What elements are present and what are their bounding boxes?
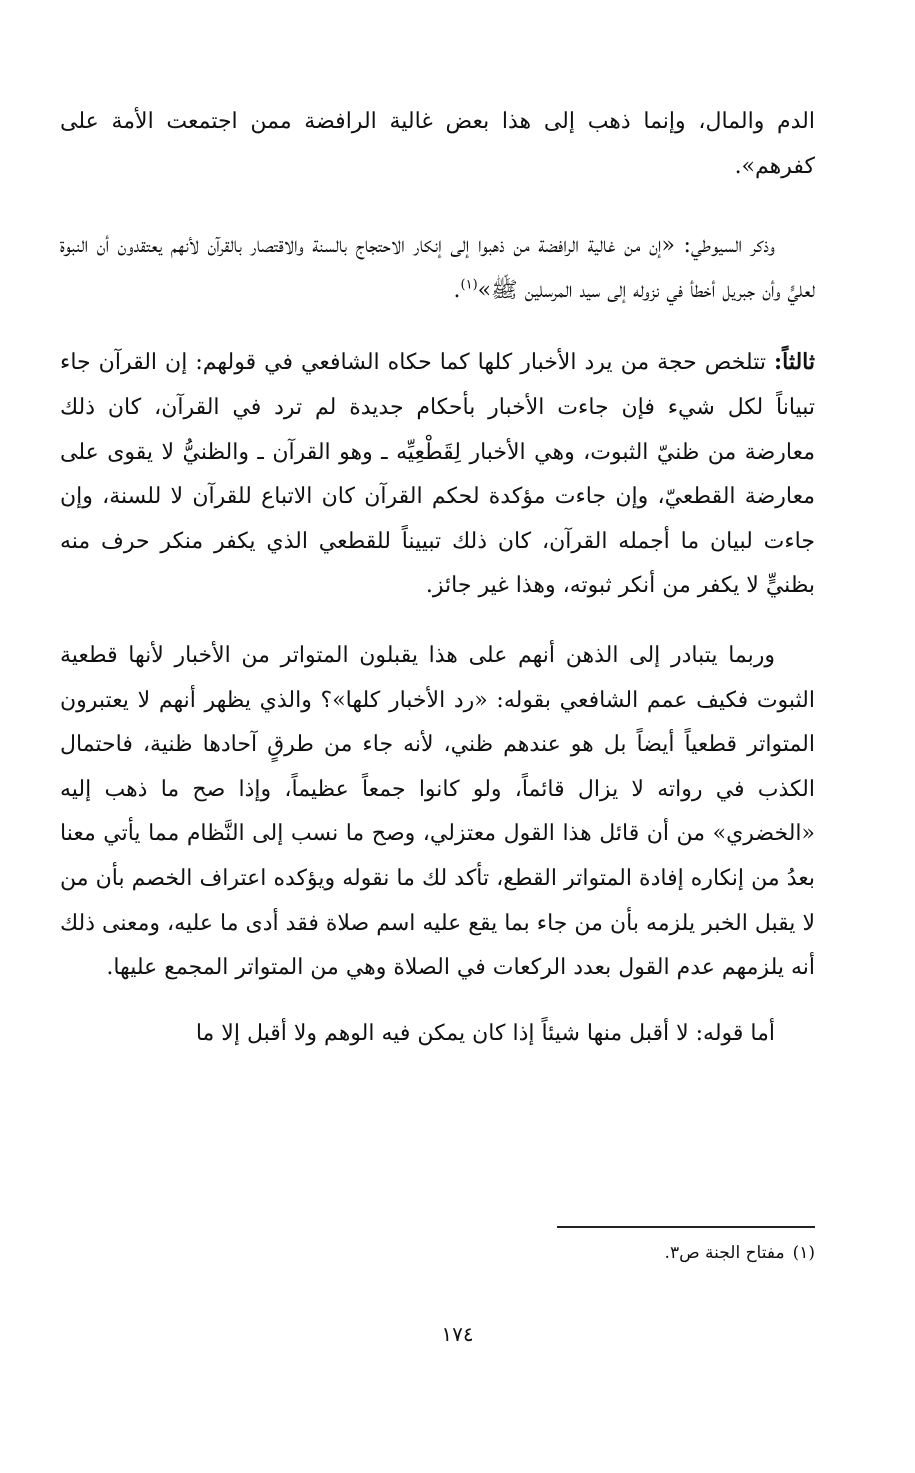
page-body	[60, 100, 815, 1056]
paragraph-final	[60, 1012, 815, 1057]
paragraph-suyuti-quote	[60, 224, 815, 313]
paragraph-text: الدم والمال، وإنما ذهب إلى هذا بعض غالية الرافضة ممن اجتمعت الأمة على كفرهم».	[60, 109, 815, 179]
paragraph-mutawatir	[60, 634, 815, 991]
paragraph-continuation	[60, 100, 815, 189]
paragraph-tail: .	[453, 277, 461, 303]
footnote-number: (١)	[792, 1243, 815, 1263]
footnote-reference[interactable]: (١)	[460, 277, 478, 293]
footnote-divider	[557, 1226, 815, 1228]
paragraph-text: وربما يتبادر إلى الذهن أنهم على هذا يقبلون المتواتر من الأخبار لأنها قطعية الثبوت فكيف عمم الشافعي بقوله: «رد الأخبار كلها»؟ والذي يظهر أنهم لا يعتبرون المتواتر قطعياً أيضاً بل هو عندهم ظني، لأنه جاء من طرقٍ آحادها ظنية، فاحتمال الكذب في رواته لا يزال قائماً، ولو كانوا جمعاً عظيماً، وإذا صح ما ذهب إليه «الخضري» من أن قائل هذا القول معتزلي، وصح ما نسب إلى النَّظام مما يأتي معنا بعدُ من إنكاره إفادة المتواتر القطع، تأكد لك ما نقوله ويؤكده اعتراف الخصم بأن من لا يقبل الخبر يلزمه بأن من جاء بما يقع عليه اسم صلاة فقد أدى ما عليه، ومعنى ذلك أنه يلزمهم عدم القول بعدد الركعات في الصلاة وهي من المتواتر المجمع عليها.	[60, 642, 815, 981]
paragraph-text: أما قوله: لا أقبل منها شيئاً إذا كان يمكن فيه الوهم ولا أقبل إلا ما	[195, 1020, 775, 1046]
paragraph-lead-heading: ثالثاً:	[774, 349, 815, 376]
paragraph-text: وذكر السيوطي: «إن من غالية الرافضة من ذهبوا إلى إنكار الاحتجاج بالسنة والاقتصار بالقرآن لأنهم يعتقدون أن النبوة لعليٍّ وأن جبريل أخطأ في نزوله إلى سيد المرسلين ﷺ»	[60, 233, 815, 303]
page-number: ١٧٤	[441, 1322, 474, 1346]
footnote-text: مفتاح الجنة ص٣.	[664, 1243, 785, 1263]
paragraph-text: تتلخص حجة من يرد الأخبار كلها كما حكاه الشافعي في قولهم: إن القرآن جاء تبياناً لكل شيء فإن جاءت الأخبار بأحكام جديدة لم ترد في القرآن، كان ذلك معارضة من ظنيّ الثبوت، وهي الأخبار لِقَطْعِيِّه ـ وهو القرآن ـ والظنيُّ لا يقوى على معارضة القطعيّ، وإن جاءت مؤكدة لحكم القرآن كان الاتباع للقرآن لا للسنة، وإن جاءت لبيان ما أجمله القرآن، كان ذلك تبييناً للقطعي الذي يكفر منكر حرف منه بظنيٍّ لا يكفر من أنكر ثبوته، وهذا غير جائز.	[60, 350, 815, 599]
footnote	[665, 1238, 815, 1268]
paragraph-thirdly	[60, 340, 815, 609]
